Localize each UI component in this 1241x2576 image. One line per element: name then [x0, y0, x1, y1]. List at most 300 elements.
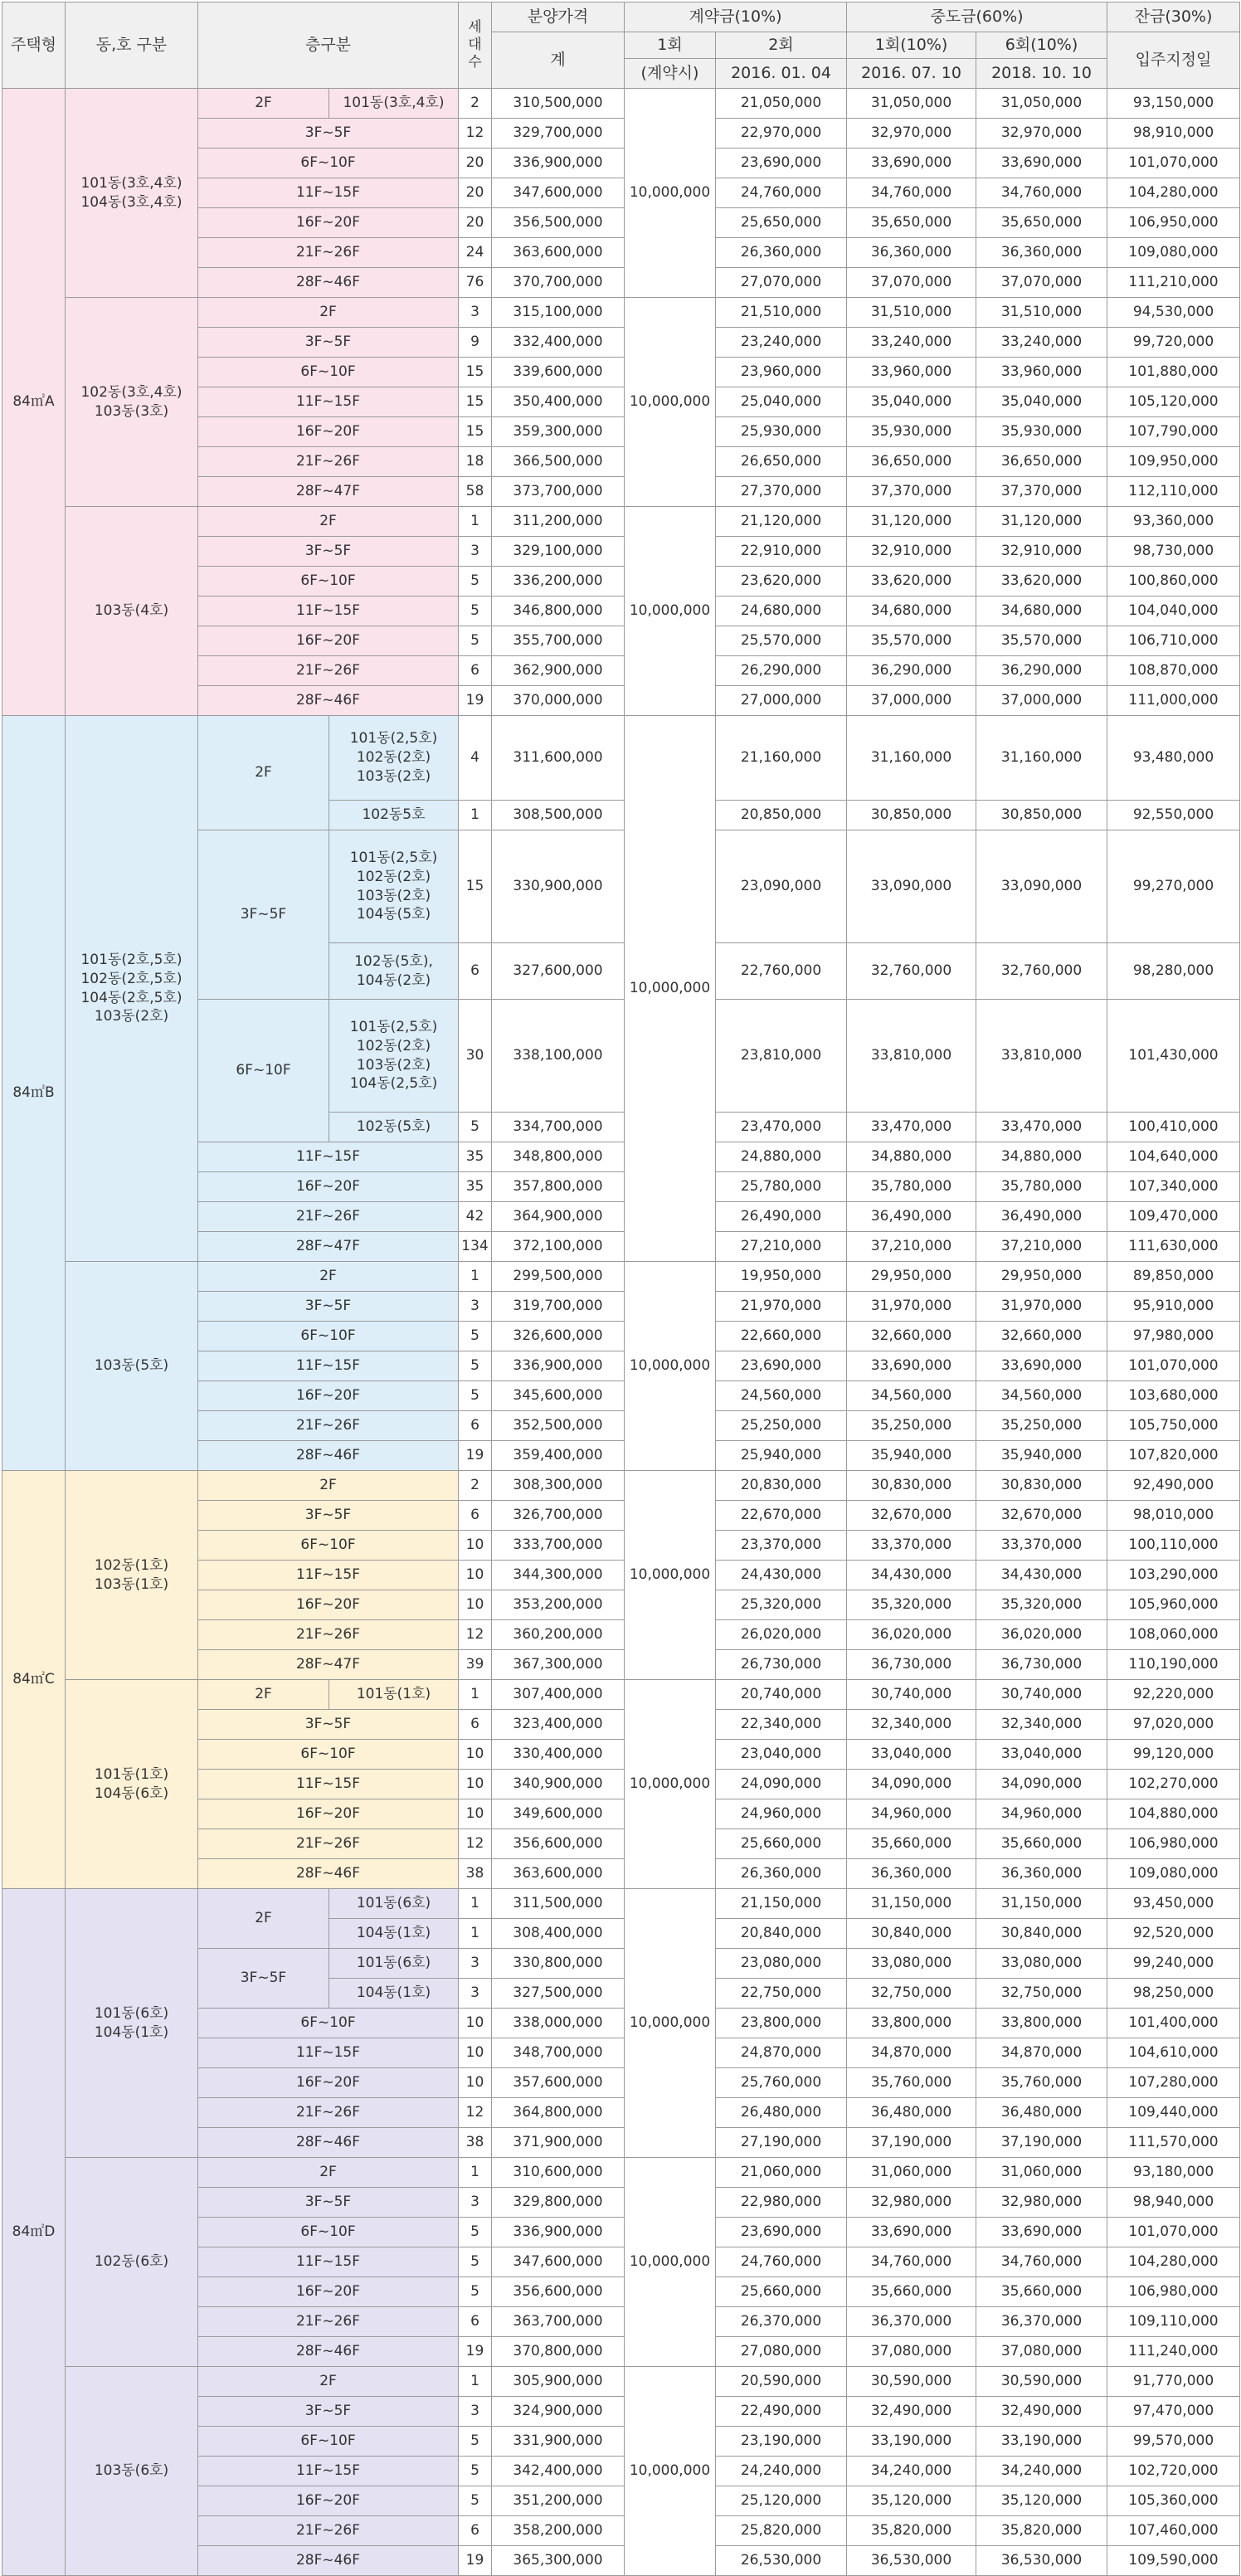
units-cell: 38 [459, 1859, 492, 1889]
balance-cell: 109,080,000 [1107, 1859, 1240, 1889]
floor-cell: 6F~10F [198, 2218, 459, 2247]
sub-dong-cell [329, 943, 459, 1000]
contract-2-cell: 24,560,000 [716, 1381, 847, 1411]
contract-1-cell: 10,000,000 [625, 298, 716, 507]
middle-6-cell: 36,360,000 [976, 1859, 1107, 1889]
middle-1-cell: 33,690,000 [847, 149, 976, 178]
balance-cell: 104,280,000 [1107, 2247, 1240, 2277]
floor-cell: 28F~47F [198, 477, 459, 507]
balance-cell: 104,040,000 [1107, 597, 1240, 626]
floor-cell: 16F~20F [198, 417, 459, 447]
balance-cell: 99,120,000 [1107, 1740, 1240, 1770]
middle-6-cell: 35,930,000 [976, 417, 1107, 447]
balance-cell: 111,240,000 [1107, 2337, 1240, 2367]
dong-cell [66, 89, 198, 298]
price-cell: 363,700,000 [492, 2307, 625, 2337]
price-cell: 357,600,000 [492, 2068, 625, 2098]
balance-cell: 92,550,000 [1107, 801, 1240, 830]
contract-1-cell: 10,000,000 [625, 89, 716, 298]
balance-cell: 99,570,000 [1107, 2427, 1240, 2457]
sub-dong-line: 102동5호 [362, 806, 426, 824]
balance-cell: 111,210,000 [1107, 268, 1240, 298]
middle-6-cell: 32,670,000 [976, 1501, 1107, 1531]
price-cell: 346,800,000 [492, 597, 625, 626]
middle-1-cell: 33,960,000 [847, 358, 976, 387]
contract-1-cell: 10,000,000 [625, 2158, 716, 2367]
middle-1-cell: 36,490,000 [847, 1202, 976, 1232]
contract-2-cell: 24,870,000 [716, 2038, 847, 2068]
price-cell: 363,600,000 [492, 238, 625, 268]
contract-2-cell: 26,360,000 [716, 238, 847, 268]
floor-cell: 2F [198, 89, 329, 119]
price-cell: 365,300,000 [492, 2546, 625, 2576]
header-middle: 중도금(60%) [847, 2, 1107, 32]
table-row [2, 716, 1240, 801]
contract-2-cell: 26,290,000 [716, 656, 847, 686]
balance-cell: 102,270,000 [1107, 1770, 1240, 1799]
balance-cell: 92,490,000 [1107, 1471, 1240, 1501]
dong-label: 102동(2호,5호) [80, 970, 182, 987]
balance-cell: 97,980,000 [1107, 1322, 1240, 1351]
price-cell: 330,900,000 [492, 830, 625, 943]
price-cell: 344,300,000 [492, 1561, 625, 1590]
middle-6-cell: 33,040,000 [976, 1740, 1107, 1770]
floor-cell: 3F~5F [198, 119, 459, 149]
sub-dong-line: 101동(2,5호) [349, 849, 438, 866]
price-cell: 372,100,000 [492, 1232, 625, 1262]
balance-cell: 93,480,000 [1107, 716, 1240, 801]
units-cell: 6 [459, 1411, 492, 1441]
price-cell: 334,700,000 [492, 1113, 625, 1142]
units-cell: 1 [459, 801, 492, 830]
middle-1-cell: 31,120,000 [847, 507, 976, 537]
price-cell: 323,400,000 [492, 1710, 625, 1740]
balance-cell: 111,570,000 [1107, 2128, 1240, 2158]
floor-cell: 28F~46F [198, 686, 459, 716]
sub-dong-line: 104동(5호) [356, 906, 431, 923]
middle-1-cell: 34,760,000 [847, 178, 976, 208]
sub-dong-line: 103동(2호) [356, 1056, 431, 1074]
price-cell: 370,000,000 [492, 686, 625, 716]
dong-label: 102동(1호) [94, 1556, 169, 1574]
middle-6-cell: 33,370,000 [976, 1531, 1107, 1561]
contract-2-cell: 22,750,000 [716, 1979, 847, 2009]
floor-cell: 11F~15F [198, 1351, 459, 1381]
dong-label: 101동(3호,4호) [80, 174, 182, 192]
units-cell: 3 [459, 537, 492, 567]
units-cell: 42 [459, 1202, 492, 1232]
middle-6-cell: 33,810,000 [976, 1000, 1107, 1113]
floor-cell: 2F [198, 507, 459, 537]
middle-1-cell: 31,970,000 [847, 1292, 976, 1322]
balance-cell: 92,520,000 [1107, 1919, 1240, 1949]
floor-cell: 6F~10F [198, 567, 459, 597]
header-price: 분양가격 [492, 2, 625, 32]
price-cell: 333,700,000 [492, 1531, 625, 1561]
price-cell: 359,400,000 [492, 1441, 625, 1471]
units-cell: 5 [459, 1322, 492, 1351]
middle-6-cell: 31,120,000 [976, 507, 1107, 537]
sub-dong-line: 101동(1호) [356, 1686, 431, 1703]
balance-cell: 103,290,000 [1107, 1561, 1240, 1590]
middle-1-cell: 37,080,000 [847, 2337, 976, 2367]
contract-2-cell: 25,780,000 [716, 1172, 847, 1202]
units-cell: 38 [459, 2128, 492, 2158]
contract-2-cell: 23,690,000 [716, 1351, 847, 1381]
floor-cell: 16F~20F [198, 1381, 459, 1411]
middle-6-cell: 33,240,000 [976, 328, 1107, 358]
middle-6-cell: 36,650,000 [976, 447, 1107, 477]
dong-cell [66, 1262, 198, 1471]
middle-1-cell: 31,510,000 [847, 298, 976, 328]
floor-cell: 21F~26F [198, 1202, 459, 1232]
floor-cell: 11F~15F [198, 2247, 459, 2277]
middle-1-cell: 33,690,000 [847, 2218, 976, 2247]
balance-cell: 107,790,000 [1107, 417, 1240, 447]
middle-6-cell: 34,090,000 [976, 1770, 1107, 1799]
contract-2-cell: 26,490,000 [716, 1202, 847, 1232]
contract-2-cell: 25,940,000 [716, 1441, 847, 1471]
middle-6-cell: 30,850,000 [976, 801, 1107, 830]
balance-cell: 102,720,000 [1107, 2457, 1240, 2486]
dong-label: 103동(1호) [94, 1575, 169, 1593]
middle-6-cell: 33,690,000 [976, 1351, 1107, 1381]
dong-label: 101동(2호,5호) [80, 951, 182, 968]
price-cell: 347,600,000 [492, 178, 625, 208]
balance-cell: 106,980,000 [1107, 2277, 1240, 2307]
balance-cell: 93,450,000 [1107, 1889, 1240, 1919]
floor-cell: 3F~5F [198, 2188, 459, 2218]
middle-1-cell: 33,080,000 [847, 1949, 976, 1979]
price-cell: 308,500,000 [492, 801, 625, 830]
price-cell: 324,900,000 [492, 2397, 625, 2427]
balance-cell: 107,460,000 [1107, 2516, 1240, 2546]
balance-cell: 104,610,000 [1107, 2038, 1240, 2068]
units-cell: 15 [459, 830, 492, 943]
balance-cell: 94,530,000 [1107, 298, 1240, 328]
floor-cell: 21F~26F [198, 238, 459, 268]
price-cell: 348,800,000 [492, 1142, 625, 1172]
contract-2-cell: 24,240,000 [716, 2457, 847, 2486]
dong-cell [66, 507, 198, 716]
middle-1-cell: 32,750,000 [847, 1979, 976, 2009]
middle-6-cell: 34,430,000 [976, 1561, 1107, 1590]
middle-1-cell: 30,590,000 [847, 2367, 976, 2397]
balance-cell: 97,020,000 [1107, 1710, 1240, 1740]
middle-1-cell: 34,090,000 [847, 1770, 976, 1799]
sub-dong-line: 103동(2호) [356, 887, 431, 904]
units-cell: 2 [459, 89, 492, 119]
price-cell: 310,600,000 [492, 2158, 625, 2188]
floor-cell: 6F~10F [198, 1000, 329, 1142]
contract-2-cell: 25,820,000 [716, 2516, 847, 2546]
floor-cell: 11F~15F [198, 2457, 459, 2486]
header-contract: 계약금(10%) [625, 2, 847, 32]
middle-1-cell: 35,650,000 [847, 208, 976, 238]
units-cell: 20 [459, 149, 492, 178]
sub-dong-line: 101동(3호,4호) [343, 95, 445, 112]
header-middle-6-date: 2018. 10. 10 [976, 59, 1107, 89]
middle-1-cell: 35,250,000 [847, 1411, 976, 1441]
contract-2-cell: 20,830,000 [716, 1471, 847, 1501]
table-header [2, 2, 1240, 89]
contract-2-cell: 22,660,000 [716, 1322, 847, 1351]
middle-6-cell: 33,620,000 [976, 567, 1107, 597]
floor-cell: 16F~20F [198, 1799, 459, 1829]
price-cell: 329,800,000 [492, 2188, 625, 2218]
sub-dong-cell [329, 1889, 459, 1919]
floor-cell: 2F [198, 1471, 459, 1501]
middle-1-cell: 33,090,000 [847, 830, 976, 943]
middle-1-cell: 35,660,000 [847, 2277, 976, 2307]
balance-cell: 95,910,000 [1107, 1292, 1240, 1322]
price-cell: 311,200,000 [492, 507, 625, 537]
units-cell: 5 [459, 2457, 492, 2486]
floor-cell: 6F~10F [198, 2009, 459, 2038]
header-units: 세대수 [459, 2, 492, 89]
floor-cell: 21F~26F [198, 656, 459, 686]
units-cell: 6 [459, 1501, 492, 1531]
floor-cell: 2F [198, 2158, 459, 2188]
price-cell: 299,500,000 [492, 1262, 625, 1292]
sub-dong-line: 102동(2호) [356, 749, 431, 767]
floor-cell: 6F~10F [198, 149, 459, 178]
contract-2-cell: 26,480,000 [716, 2098, 847, 2128]
price-cell: 331,900,000 [492, 2427, 625, 2457]
balance-cell: 109,110,000 [1107, 2307, 1240, 2337]
middle-1-cell: 33,620,000 [847, 567, 976, 597]
units-cell: 76 [459, 268, 492, 298]
price-cell: 359,300,000 [492, 417, 625, 447]
unit-type-cell: 84㎡D [2, 1889, 66, 2576]
units-cell: 1 [459, 1262, 492, 1292]
middle-6-cell: 33,690,000 [976, 149, 1107, 178]
middle-6-cell: 31,970,000 [976, 1292, 1107, 1322]
balance-cell: 108,060,000 [1107, 1620, 1240, 1650]
middle-1-cell: 32,910,000 [847, 537, 976, 567]
middle-1-cell: 36,730,000 [847, 1650, 976, 1680]
price-cell: 315,100,000 [492, 298, 625, 328]
sub-dong-cell [329, 801, 459, 830]
middle-1-cell: 33,370,000 [847, 1531, 976, 1561]
price-cell: 310,500,000 [492, 89, 625, 119]
middle-1-cell: 35,040,000 [847, 387, 976, 417]
balance-cell: 104,880,000 [1107, 1799, 1240, 1829]
middle-6-cell: 37,070,000 [976, 268, 1107, 298]
units-cell: 5 [459, 2247, 492, 2277]
contract-2-cell: 21,970,000 [716, 1292, 847, 1322]
contract-2-cell: 24,880,000 [716, 1142, 847, 1172]
middle-1-cell: 30,840,000 [847, 1919, 976, 1949]
middle-6-cell: 35,760,000 [976, 2068, 1107, 2098]
middle-6-cell: 36,370,000 [976, 2307, 1107, 2337]
units-cell: 12 [459, 1829, 492, 1859]
units-cell: 35 [459, 1172, 492, 1202]
contract-2-cell: 24,760,000 [716, 2247, 847, 2277]
header-contract-2: 2회 [716, 32, 847, 59]
floor-cell: 6F~10F [198, 1322, 459, 1351]
middle-1-cell: 33,190,000 [847, 2427, 976, 2457]
balance-cell: 106,950,000 [1107, 208, 1240, 238]
units-cell: 15 [459, 417, 492, 447]
price-cell: 342,400,000 [492, 2457, 625, 2486]
balance-cell: 101,880,000 [1107, 358, 1240, 387]
table-row [2, 1889, 1240, 1919]
price-cell: 364,800,000 [492, 2098, 625, 2128]
floor-cell: 3F~5F [198, 1710, 459, 1740]
middle-1-cell: 36,530,000 [847, 2546, 976, 2576]
table-row [2, 1262, 1240, 1292]
balance-cell: 99,240,000 [1107, 1949, 1240, 1979]
middle-6-cell: 32,490,000 [976, 2397, 1107, 2427]
dong-label: 104동(3호,4호) [80, 193, 182, 211]
contract-2-cell: 26,730,000 [716, 1650, 847, 1680]
header-floor: 층구분 [198, 2, 459, 89]
sub-dong-line: 104동(2호) [356, 971, 431, 989]
price-cell: 338,000,000 [492, 2009, 625, 2038]
contract-2-cell: 23,690,000 [716, 149, 847, 178]
dong-label: 104동(6호) [94, 1785, 169, 1802]
units-cell: 2 [459, 1471, 492, 1501]
middle-1-cell: 35,760,000 [847, 2068, 976, 2098]
price-cell: 340,900,000 [492, 1770, 625, 1799]
header-middle-1-date: 2016. 07. 10 [847, 59, 976, 89]
floor-cell: 28F~46F [198, 268, 459, 298]
contract-2-cell: 27,370,000 [716, 477, 847, 507]
units-cell: 19 [459, 1441, 492, 1471]
balance-cell: 101,070,000 [1107, 149, 1240, 178]
units-cell: 1 [459, 1889, 492, 1919]
middle-6-cell: 30,740,000 [976, 1680, 1107, 1710]
units-cell: 5 [459, 567, 492, 597]
floor-cell: 16F~20F [198, 208, 459, 238]
price-cell: 330,400,000 [492, 1740, 625, 1770]
middle-6-cell: 32,660,000 [976, 1322, 1107, 1351]
middle-1-cell: 36,370,000 [847, 2307, 976, 2337]
middle-6-cell: 36,020,000 [976, 1620, 1107, 1650]
balance-cell: 93,360,000 [1107, 507, 1240, 537]
balance-cell: 104,640,000 [1107, 1142, 1240, 1172]
sub-dong-cell [329, 1919, 459, 1949]
contract-2-cell: 21,120,000 [716, 507, 847, 537]
units-cell: 6 [459, 943, 492, 1000]
sub-dong-cell [329, 716, 459, 801]
middle-6-cell: 33,090,000 [976, 830, 1107, 943]
sub-dong-cell [329, 1680, 459, 1710]
middle-1-cell: 34,240,000 [847, 2457, 976, 2486]
price-cell: 357,800,000 [492, 1172, 625, 1202]
balance-cell: 92,220,000 [1107, 1680, 1240, 1710]
middle-1-cell: 31,050,000 [847, 89, 976, 119]
floor-cell: 11F~15F [198, 597, 459, 626]
price-cell: 311,500,000 [492, 1889, 625, 1919]
middle-6-cell: 34,680,000 [976, 597, 1107, 626]
middle-6-cell: 37,000,000 [976, 686, 1107, 716]
balance-cell: 105,360,000 [1107, 2486, 1240, 2516]
contract-2-cell: 20,740,000 [716, 1680, 847, 1710]
units-cell: 6 [459, 2307, 492, 2337]
unit-type-cell: 84㎡C [2, 1471, 66, 1889]
sub-dong-line: 101동(6호) [356, 1955, 431, 1972]
sub-dong-line: 104동(1호) [356, 1925, 431, 1942]
floor-cell: 28F~46F [198, 2337, 459, 2367]
middle-6-cell: 30,840,000 [976, 1919, 1107, 1949]
price-cell: 307,400,000 [492, 1680, 625, 1710]
contract-2-cell: 21,160,000 [716, 716, 847, 801]
middle-6-cell: 35,780,000 [976, 1172, 1107, 1202]
balance-cell: 106,710,000 [1107, 626, 1240, 656]
contract-2-cell: 27,210,000 [716, 1232, 847, 1262]
sub-dong-line: 102동(2호) [356, 1037, 431, 1054]
price-cell: 360,200,000 [492, 1620, 625, 1650]
units-cell: 12 [459, 2098, 492, 2128]
contract-2-cell: 23,090,000 [716, 830, 847, 943]
sub-dong-line: 101동(2,5호) [349, 730, 438, 747]
header-contract-1: 1회 [625, 32, 716, 59]
contract-2-cell: 23,960,000 [716, 358, 847, 387]
floor-cell: 6F~10F [198, 358, 459, 387]
contract-2-cell: 26,020,000 [716, 1620, 847, 1650]
middle-1-cell: 35,570,000 [847, 626, 976, 656]
units-cell: 24 [459, 238, 492, 268]
balance-cell: 107,340,000 [1107, 1172, 1240, 1202]
middle-6-cell: 37,190,000 [976, 2128, 1107, 2158]
middle-1-cell: 33,690,000 [847, 1351, 976, 1381]
middle-1-cell: 36,360,000 [847, 1859, 976, 1889]
floor-cell: 28F~46F [198, 1859, 459, 1889]
units-cell: 3 [459, 2397, 492, 2427]
middle-1-cell: 36,290,000 [847, 656, 976, 686]
price-cell: 352,500,000 [492, 1411, 625, 1441]
price-cell: 336,900,000 [492, 2218, 625, 2247]
header-price-total: 계 [492, 32, 625, 89]
middle-6-cell: 34,240,000 [976, 2457, 1107, 2486]
price-cell: 356,600,000 [492, 1829, 625, 1859]
sub-dong-line: 102동(5호), [354, 952, 433, 970]
price-table [2, 2, 1240, 2576]
units-cell: 4 [459, 716, 492, 801]
units-cell: 1 [459, 1680, 492, 1710]
floor-cell: 28F~47F [198, 1650, 459, 1680]
middle-6-cell: 36,730,000 [976, 1650, 1107, 1680]
contract-2-cell: 22,490,000 [716, 2397, 847, 2427]
floor-cell: 11F~15F [198, 1142, 459, 1172]
units-cell: 10 [459, 1770, 492, 1799]
price-cell: 370,700,000 [492, 268, 625, 298]
middle-6-cell: 37,080,000 [976, 2337, 1107, 2367]
contract-2-cell: 25,120,000 [716, 2486, 847, 2516]
middle-6-cell: 32,760,000 [976, 943, 1107, 1000]
middle-6-cell: 34,880,000 [976, 1142, 1107, 1172]
contract-2-cell: 19,950,000 [716, 1262, 847, 1292]
price-cell: 308,300,000 [492, 1471, 625, 1501]
units-cell: 3 [459, 1292, 492, 1322]
balance-cell: 111,000,000 [1107, 686, 1240, 716]
balance-cell: 93,150,000 [1107, 89, 1240, 119]
units-cell: 5 [459, 1113, 492, 1142]
floor-cell: 28F~46F [198, 2546, 459, 2576]
sub-dong-cell [329, 830, 459, 943]
floor-cell: 21F~26F [198, 1411, 459, 1441]
units-cell: 12 [459, 1620, 492, 1650]
price-cell: 349,600,000 [492, 1799, 625, 1829]
middle-6-cell: 33,470,000 [976, 1113, 1107, 1142]
contract-1-cell: 10,000,000 [625, 507, 716, 716]
middle-6-cell: 33,080,000 [976, 1949, 1107, 1979]
contract-1-cell: 10,000,000 [625, 1680, 716, 1889]
middle-1-cell: 33,240,000 [847, 328, 976, 358]
units-cell: 10 [459, 1740, 492, 1770]
